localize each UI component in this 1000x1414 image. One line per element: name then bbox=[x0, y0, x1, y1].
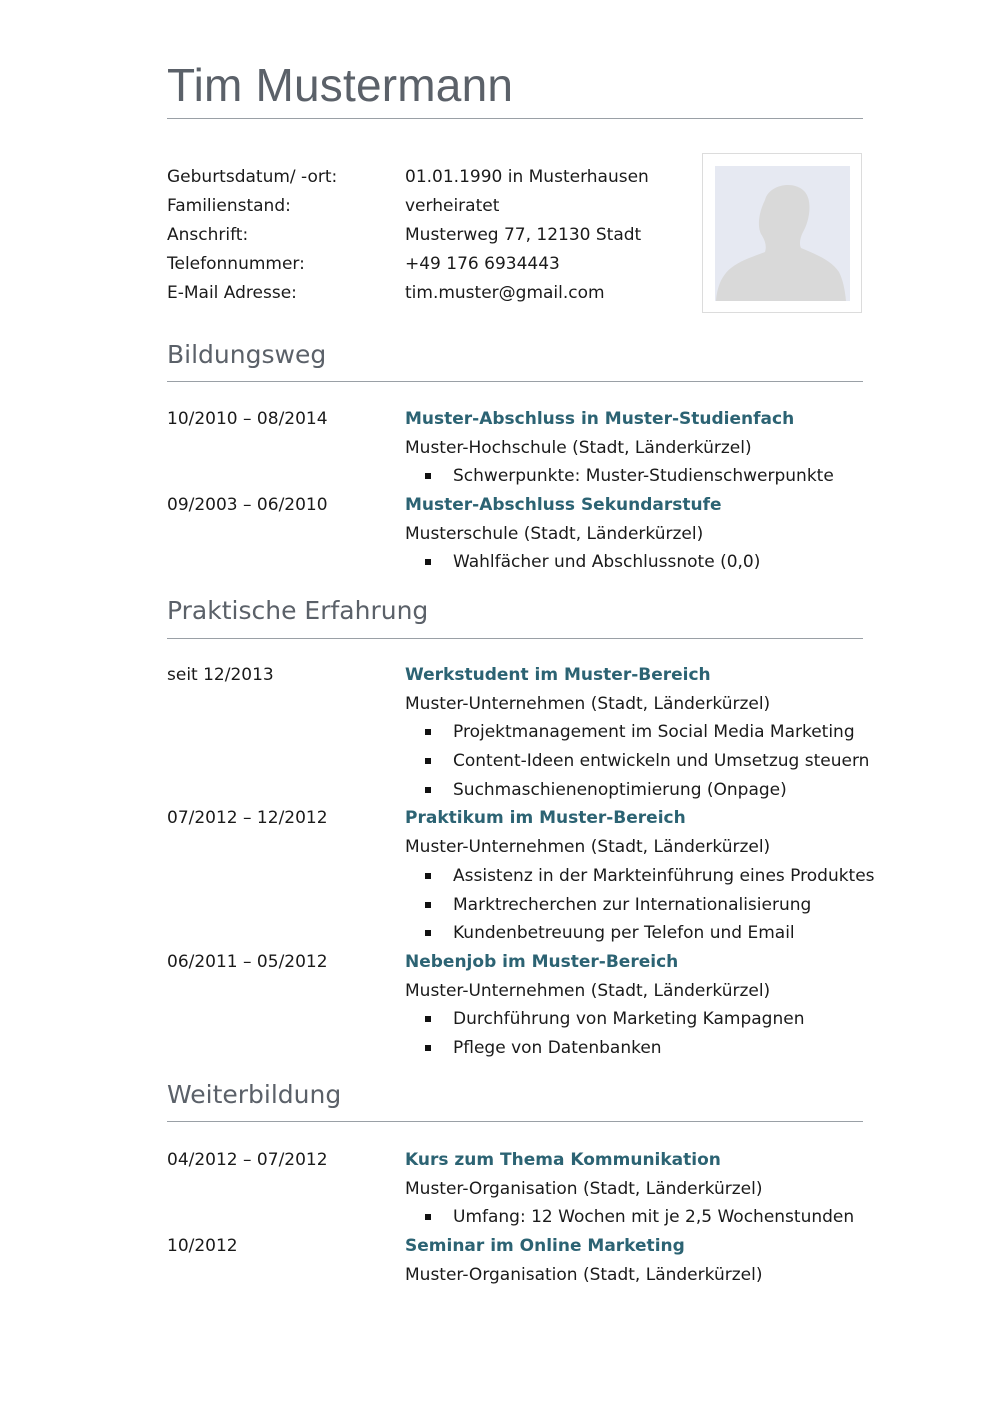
entry-title: Muster-Abschluss Sekundarstufe bbox=[405, 495, 722, 516]
bullet-item bbox=[167, 1005, 867, 1034]
entry-org-line bbox=[167, 833, 867, 862]
personal-value: Musterweg 77, 12130 Stadt bbox=[405, 225, 642, 245]
bullet-text: Schwerpunkte: Muster-Studienschwerpunkte bbox=[453, 466, 834, 487]
personal-value: tim.muster@gmail.com bbox=[405, 283, 605, 303]
entry-title: Praktikum im Muster-Bereich bbox=[405, 808, 686, 829]
personal-row-marital bbox=[167, 192, 687, 221]
bullet-icon bbox=[425, 1016, 431, 1022]
personal-label: Geburtsdatum/ -ort: bbox=[167, 167, 338, 187]
entry-org-line bbox=[167, 1175, 867, 1204]
section-heading-education: Bildungsweg bbox=[167, 340, 327, 369]
bullet-icon bbox=[425, 729, 431, 735]
bullet-item bbox=[167, 548, 867, 577]
entry-header bbox=[167, 1232, 867, 1261]
section-divider bbox=[167, 638, 863, 639]
bullet-item bbox=[167, 776, 867, 805]
entry-organization: Muster-Unternehmen (Stadt, Länderkürzel) bbox=[405, 980, 771, 1001]
bullet-item bbox=[167, 747, 870, 776]
entry-date: 10/2010 – 08/2014 bbox=[167, 409, 328, 429]
entry-header bbox=[167, 405, 867, 434]
section-heading-training: Weiterbildung bbox=[167, 1080, 342, 1109]
bullet-icon bbox=[425, 873, 431, 879]
bullet-icon bbox=[425, 902, 431, 908]
bullet-text: Marktrecherchen zur Internationalisierung bbox=[453, 894, 812, 915]
entry-title: Seminar im Online Marketing bbox=[405, 1236, 685, 1257]
entry-organization: Muster-Organisation (Stadt, Länderkürzel) bbox=[405, 1178, 763, 1199]
entry-date: seit 12/2013 bbox=[167, 665, 274, 685]
bullet-text: Kundenbetreuung per Telefon und Email bbox=[453, 923, 795, 944]
personal-row-phone bbox=[167, 250, 687, 279]
bullet-text: Content-Ideen entwickeln und Umsetzug steuern bbox=[453, 751, 870, 772]
entry-organization: Musterschule (Stadt, Länderkürzel) bbox=[405, 523, 704, 544]
entry-org-line bbox=[167, 977, 867, 1006]
entry-date: 04/2012 – 07/2012 bbox=[167, 1150, 328, 1170]
entry-title: Werkstudent im Muster-Bereich bbox=[405, 665, 711, 685]
entry-organization: Muster-Organisation (Stadt, Länderkürzel) bbox=[405, 1264, 763, 1285]
entry-title: Nebenjob im Muster-Bereich bbox=[405, 951, 679, 972]
bullet-icon bbox=[425, 559, 431, 565]
personal-label: Anschrift: bbox=[167, 225, 249, 245]
bullet-icon bbox=[425, 1214, 431, 1220]
experience-entries bbox=[167, 661, 875, 1063]
page-title: Tim Mustermann bbox=[167, 59, 514, 111]
profile-photo bbox=[702, 153, 862, 313]
entry-date: 09/2003 – 06/2010 bbox=[167, 495, 328, 516]
training-entries bbox=[167, 1146, 867, 1289]
bullet-item bbox=[167, 862, 875, 891]
personal-label: E-Mail Adresse: bbox=[167, 283, 297, 303]
entry-org-line bbox=[167, 690, 867, 719]
bullet-text: Umfang: 12 Wochen mit je 2,5 Wochenstunden bbox=[453, 1207, 855, 1228]
section-divider bbox=[167, 381, 863, 382]
profile-placeholder-icon bbox=[715, 166, 850, 301]
personal-label: Familienstand: bbox=[167, 196, 291, 216]
entry-header bbox=[167, 948, 867, 977]
entry-header bbox=[167, 491, 867, 520]
personal-details bbox=[167, 163, 687, 308]
bullet-text: Durchführung von Marketing Kampagnen bbox=[453, 1009, 805, 1030]
section-heading-experience: Praktische Erfahrung bbox=[167, 596, 429, 625]
entry-title: Muster-Abschluss in Muster-Studienfach bbox=[405, 409, 795, 429]
entry-header bbox=[167, 1146, 867, 1175]
entry-organization: Muster-Unternehmen (Stadt, Länderkürzel) bbox=[405, 837, 771, 858]
personal-label: Telefonnummer: bbox=[167, 254, 305, 274]
bullet-icon bbox=[425, 758, 431, 764]
section-divider bbox=[167, 1121, 863, 1122]
entry-title: Kurs zum Thema Kommunikation bbox=[405, 1150, 721, 1170]
entry-date: 10/2012 bbox=[167, 1236, 238, 1257]
bullet-item bbox=[167, 891, 867, 920]
bullet-text: Wahlfächer und Abschlussnote (0,0) bbox=[453, 552, 761, 573]
bullet-item bbox=[167, 919, 867, 948]
personal-value: +49 176 6934443 bbox=[405, 254, 560, 274]
personal-value: verheiratet bbox=[405, 196, 500, 216]
personal-value: 01.01.1990 in Musterhausen bbox=[405, 167, 649, 187]
bullet-item bbox=[167, 1203, 867, 1232]
bullet-icon bbox=[425, 1045, 431, 1051]
personal-row-email bbox=[167, 279, 687, 308]
bullet-text: Suchmaschienenoptimierung (Onpage) bbox=[453, 779, 787, 800]
entry-header bbox=[167, 804, 867, 833]
bullet-text: Pflege von Datenbanken bbox=[453, 1037, 662, 1058]
title-divider bbox=[167, 118, 863, 119]
bullet-icon bbox=[425, 473, 431, 479]
personal-row-address bbox=[167, 221, 687, 250]
entry-org-line bbox=[167, 1261, 867, 1290]
bullet-item bbox=[167, 718, 867, 747]
bullet-icon bbox=[425, 930, 431, 936]
entry-org-line bbox=[167, 520, 867, 549]
bullet-text: Projektmanagement im Social Media Marketing bbox=[453, 722, 855, 743]
bullet-icon bbox=[425, 787, 431, 793]
entry-header bbox=[167, 661, 867, 690]
entry-org-line bbox=[167, 434, 867, 463]
entry-organization: Muster-Hochschule (Stadt, Länderkürzel) bbox=[405, 437, 752, 458]
personal-row-birth bbox=[167, 163, 687, 192]
entry-date: 06/2011 – 05/2012 bbox=[167, 951, 328, 972]
bullet-item bbox=[167, 1034, 867, 1063]
bullet-item bbox=[167, 462, 867, 491]
bullet-text: Assistenz in der Markteinführung eines Produktes bbox=[453, 865, 875, 886]
entry-date: 07/2012 – 12/2012 bbox=[167, 808, 328, 829]
entry-organization: Muster-Unternehmen (Stadt, Länderkürzel) bbox=[405, 693, 771, 714]
education-entries bbox=[167, 405, 867, 577]
